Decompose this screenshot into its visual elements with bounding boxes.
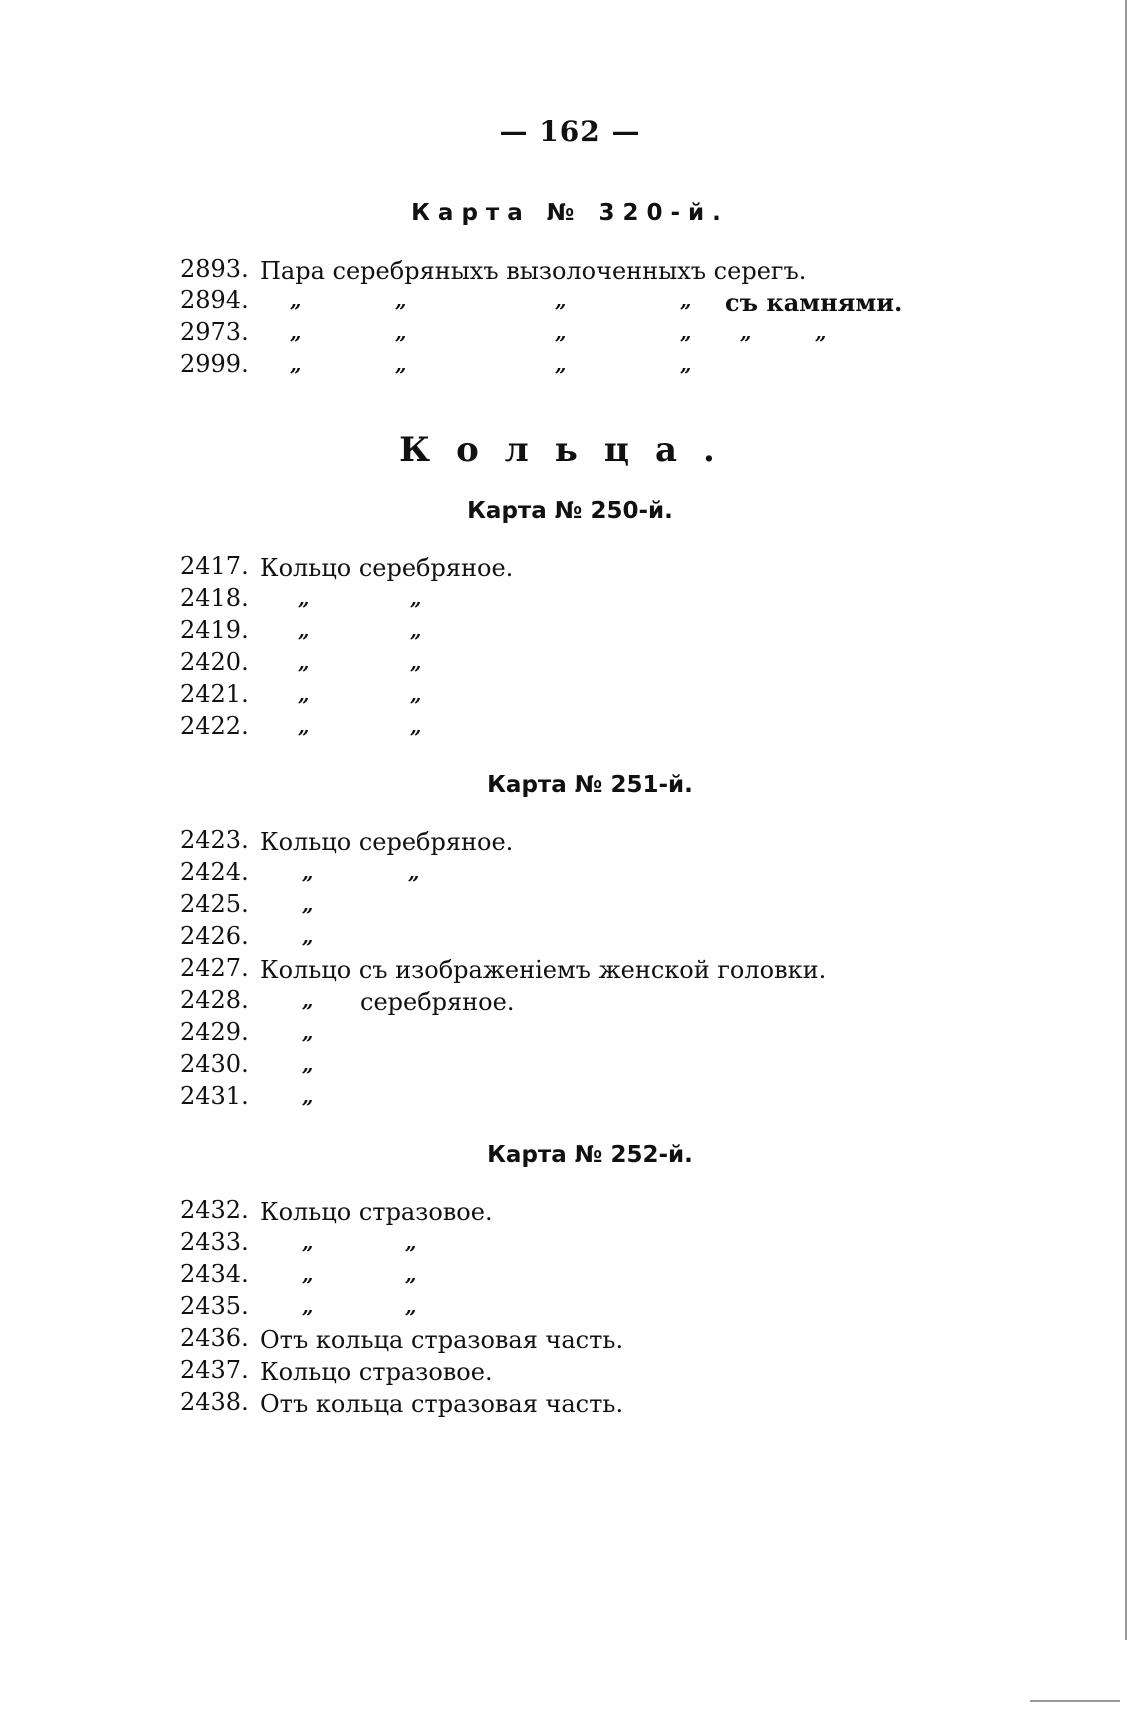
item-number: 2426. bbox=[180, 922, 249, 950]
item-number: 2973. bbox=[180, 318, 249, 346]
item-number: 2430. bbox=[180, 1050, 249, 1078]
item-number: 2422. bbox=[180, 712, 249, 740]
item-number: 2435. bbox=[180, 1292, 249, 1320]
ditto-mark: „ bbox=[290, 320, 302, 344]
ditto-mark: „ bbox=[395, 288, 407, 312]
item-number: 2434. bbox=[180, 1260, 249, 1288]
item-number: 2418. bbox=[180, 584, 249, 612]
ditto-mark: „ bbox=[680, 320, 692, 344]
ditto-mark: „ bbox=[555, 320, 567, 344]
ditto-mark: „ bbox=[302, 860, 314, 884]
card-heading-251: Карта № 251-й. bbox=[487, 772, 693, 798]
ditto-mark: „ bbox=[302, 1230, 314, 1254]
ditto-mark: „ bbox=[395, 352, 407, 376]
page-edge-line bbox=[1125, 0, 1127, 1640]
item-number: 2432. bbox=[180, 1196, 249, 1224]
ditto-mark: „ bbox=[302, 1020, 314, 1044]
ditto-mark: „ bbox=[302, 988, 314, 1012]
ditto-mark: „ bbox=[298, 682, 310, 706]
section-title: Кольца. bbox=[399, 430, 741, 470]
card-heading-320: Карта № 320-й. bbox=[411, 200, 729, 226]
item-number: 2437. bbox=[180, 1356, 249, 1384]
item-number: 2424. bbox=[180, 858, 249, 886]
item-number: 2436. bbox=[180, 1324, 249, 1352]
ditto-mark: „ bbox=[410, 586, 422, 610]
ditto-mark: „ bbox=[290, 288, 302, 312]
ditto-mark: „ bbox=[410, 714, 422, 738]
item-number: 2423. bbox=[180, 826, 249, 854]
ditto-mark: „ bbox=[405, 1294, 417, 1318]
card-heading-250: Карта № 250-й. bbox=[467, 498, 673, 524]
ditto-mark: „ bbox=[815, 320, 827, 344]
item-number: 2438. bbox=[180, 1388, 249, 1416]
item-description: съ камнями. bbox=[725, 288, 903, 317]
ditto-mark: „ bbox=[298, 586, 310, 610]
item-number: 2420. bbox=[180, 648, 249, 676]
item-number: 2431. bbox=[180, 1082, 249, 1110]
ditto-mark: „ bbox=[302, 1262, 314, 1286]
footer-rule bbox=[1030, 1700, 1120, 1702]
ditto-mark: „ bbox=[405, 1262, 417, 1286]
item-number: 2429. bbox=[180, 1018, 249, 1046]
card-heading-252: Карта № 252-й. bbox=[487, 1142, 693, 1168]
ditto-mark: „ bbox=[410, 618, 422, 642]
item-description: Кольцо стразовое. bbox=[260, 1358, 493, 1386]
ditto-mark: „ bbox=[408, 860, 420, 884]
item-description: серебряное. bbox=[360, 988, 515, 1016]
item-number: 2421. bbox=[180, 680, 249, 708]
item-description: Отъ кольца стразовая часть. bbox=[260, 1326, 624, 1354]
item-description: Кольцо серебряное. bbox=[260, 828, 514, 856]
ditto-mark: „ bbox=[298, 714, 310, 738]
ditto-mark: „ bbox=[410, 650, 422, 674]
page-number: — 162 — bbox=[499, 115, 641, 148]
item-description: Кольцо стразовое. bbox=[260, 1198, 493, 1226]
item-description: Кольцо серебряное. bbox=[260, 554, 514, 582]
ditto-mark: „ bbox=[302, 1084, 314, 1108]
ditto-mark: „ bbox=[740, 320, 752, 344]
item-description: Пара серебряныхъ вызолоченныхъ серегъ. bbox=[260, 257, 807, 285]
item-number: 2428. bbox=[180, 986, 249, 1014]
item-number: 2417. bbox=[180, 552, 249, 580]
item-description: Отъ кольца стразовая часть. bbox=[260, 1390, 624, 1418]
item-number: 2419. bbox=[180, 616, 249, 644]
ditto-mark: „ bbox=[302, 924, 314, 948]
ditto-mark: „ bbox=[680, 288, 692, 312]
ditto-mark: „ bbox=[302, 1294, 314, 1318]
ditto-mark: „ bbox=[298, 618, 310, 642]
item-description: Кольцо съ изображеніемъ женской головки. bbox=[260, 956, 827, 984]
ditto-mark: „ bbox=[395, 320, 407, 344]
ditto-mark: „ bbox=[302, 1052, 314, 1076]
ditto-mark: „ bbox=[410, 682, 422, 706]
item-number: 2999. bbox=[180, 350, 249, 378]
ditto-mark: „ bbox=[298, 650, 310, 674]
ditto-mark: „ bbox=[555, 352, 567, 376]
item-number: 2433. bbox=[180, 1228, 249, 1256]
ditto-mark: „ bbox=[680, 352, 692, 376]
ditto-mark: „ bbox=[405, 1230, 417, 1254]
item-number: 2427. bbox=[180, 954, 249, 982]
ditto-mark: „ bbox=[290, 352, 302, 376]
ditto-mark: „ bbox=[302, 892, 314, 916]
ditto-mark: „ bbox=[555, 288, 567, 312]
item-number: 2894. bbox=[180, 286, 249, 314]
item-number: 2425. bbox=[180, 890, 249, 918]
item-number: 2893. bbox=[180, 255, 249, 283]
